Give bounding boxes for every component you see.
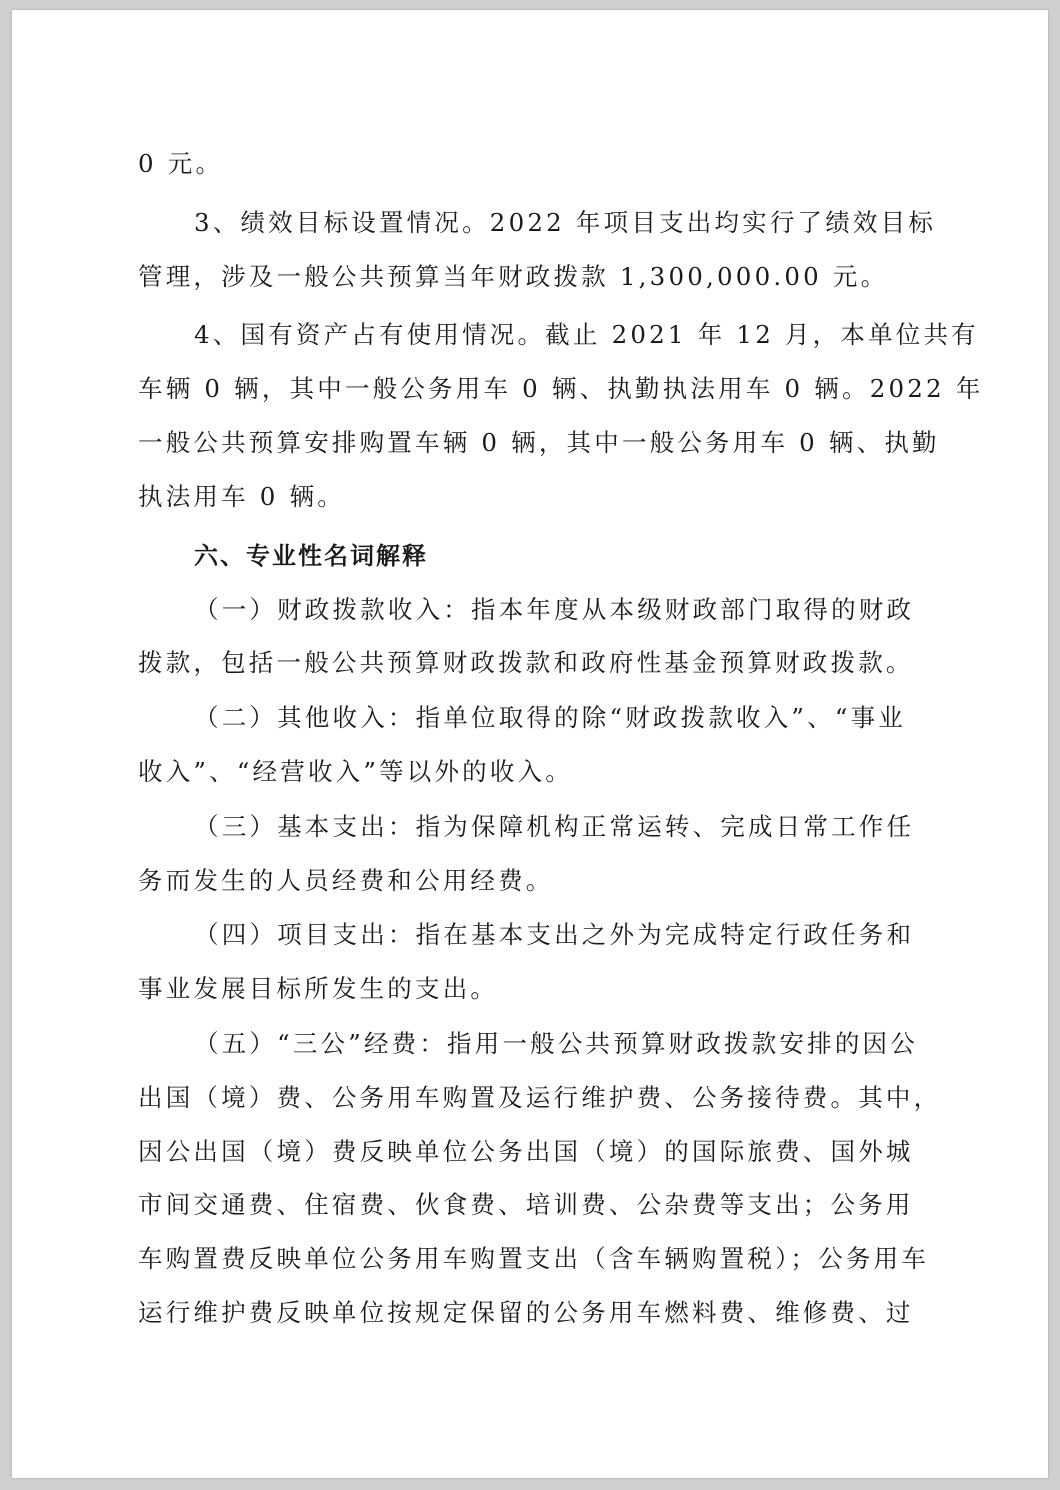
paragraph-line: 车辆 0 辆，其中一般公务用车 0 辆、执勤执法用车 0 辆。2022 年 [138, 374, 984, 404]
paragraph-three-public-expenses [138, 1017, 942, 1340]
paragraph-line: （三）基本支出：指为保障机构正常运转、完成日常工作任 [194, 811, 915, 841]
paragraph-line: 3、绩效目标设置情况。2022 年项目支出均实行了绩效目标 [194, 207, 937, 237]
section-heading: 六、专业性名词解释 [194, 541, 428, 570]
paragraph-line: 运行维护费反映单位按规定保留的公务用车燃料费、维修费、过 [138, 1297, 914, 1327]
paragraph-line: 一般公共预算安排购置车辆 0 辆，其中一般公务用车 0 辆、执勤 [138, 427, 940, 457]
paragraph-line: （一）财政拨款收入：指本年度从本级财政部门取得的财政 [194, 594, 915, 624]
paragraph-state-assets [138, 308, 984, 523]
paragraph-line: 拨款，包括一般公共预算财政拨款和政府性基金预算财政拨款。 [138, 648, 914, 678]
paragraph-line: 务而发生的人员经费和公用经费。 [138, 865, 554, 895]
paragraph-line: （二）其他收入：指单位取得的除“财政拨款收入”、“事业 [194, 703, 906, 733]
paragraph-line: 出国（境）费、公务用车购置及运行维护费、公务接待费。其中， [138, 1082, 942, 1112]
paragraph-line: 执法用车 0 辆。 [138, 481, 345, 511]
paragraph-line: 0 元。 [138, 149, 224, 178]
document-page [12, 10, 1048, 1478]
paragraph-line: 车购置费反映单位公务用车购置支出（含车辆购置税）；公务用车 [138, 1244, 930, 1274]
paragraph-line: 4、国有资产占有使用情况。截止 2021 年 12 月，本单位共有 [194, 320, 979, 350]
paragraph-fiscal-revenue [138, 583, 938, 691]
paragraph-line: 因公出国（境）费反映单位公务出国（境）的国际旅费、国外城 [138, 1136, 914, 1166]
paragraph-line: （四）项目支出：指在基本支出之外为完成特定行政任务和 [194, 920, 915, 950]
paragraph-basic-expenditure [138, 800, 938, 908]
paragraph-line: 管理，涉及一般公共预算当年财政拨款 1,300,000.00 元。 [138, 261, 889, 291]
paragraph-line: 收入”、“经营收入”等以外的收入。 [138, 756, 573, 786]
paragraph-other-revenue [138, 691, 938, 799]
page-content [138, 137, 984, 1340]
paragraph-project-expenditure [138, 908, 938, 1016]
paragraph-performance-goals [138, 196, 938, 304]
paragraph-line: 市间交通费、住宿费、伙食费、培训费、公杂费等支出；公务用 [138, 1190, 914, 1220]
paragraph-line: 事业发展目标所发生的支出。 [138, 974, 499, 1004]
paragraph-line: （五）“三公”经费：指用一般公共预算财政拨款安排的因公 [194, 1028, 918, 1058]
